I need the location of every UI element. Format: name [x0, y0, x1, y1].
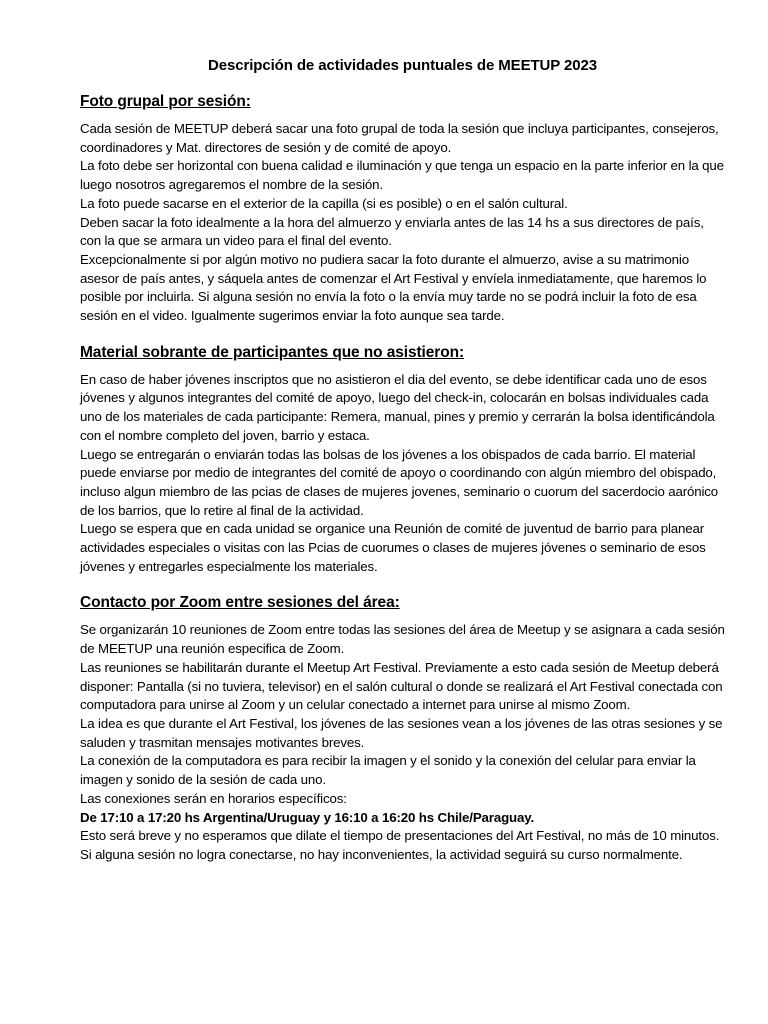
document-page	[80, 56, 725, 882]
paragraph: Esto será breve y no esperamos que dilate el tiempo de presentaciones del Art Festival, no más de 10 minutos. Si alguna sesión no logra conectarse, no hay inconvenientes, la actividad seguirá su curso normalmente.	[80, 828, 720, 862]
paragraph: Excepcionalmente si por algún motivo no pudiera sacar la foto durante el almuerzo, avise a su matrimonio asesor de país antes, y sáquela antes de comenzar el Art Festival y envíela inmediatamente, que haremos lo posible por incluirla. Si alguna sesión no envía la foto o la envía muy tarde no se podrá incluir la foto de esa sesión en el video. Igualmente sugerimos enviar la foto aunque sea tarde.	[80, 251, 707, 324]
paragraph: Se organizarán 10 reuniones de Zoom entre todas las sesiones del área de Meetup y se asignara a cada sesión de MEETUP una reunión especifica de Zoom.	[80, 622, 725, 657]
section-heading: Material sobrante de participantes que no asistieron:	[80, 343, 465, 361]
paragraph: La foto puede sacarse en el exterior de la capilla (si es posible) o en el salón cultural.	[80, 195, 568, 211]
document-title: Descripción de actividades puntuales de MEETUP 2023	[208, 57, 597, 74]
section-contacto-zoom	[80, 593, 725, 864]
paragraph: Las conexiones serán en horarios específicos:	[80, 790, 347, 806]
section-material-sobrante	[80, 343, 725, 577]
schedule-times: De 17:10 a 17:20 hs Argentina/Uruguay y 16:10 a 16:20 hs Chile/Paraguay.	[80, 809, 535, 825]
section-foto-grupal	[80, 92, 725, 326]
section-heading: Contacto por Zoom entre sesiones del área:	[80, 594, 400, 612]
section-heading: Foto grupal por sesión:	[80, 93, 251, 110]
paragraph: En caso de haber jóvenes inscriptos que no asistieron el dia del evento, se debe identificar cada uno de esos jóvenes y algunos integrantes del comité de apoyo, luego del check-in, colocarán en bolsas individuales cada uno de los materiales de cada participante: Remera, manual, pines y premio y cerrarán la bolsa identificándola con el nombre completo del joven, barrio y estaca.	[80, 371, 715, 443]
paragraph: La conexión de la computadora es para recibir la imagen y el sonido y la conexión del celular para enviar la imagen y sonido de la sesión de cada uno.	[80, 753, 696, 788]
paragraph: La idea es que durante el Art Festival, los jóvenes de las sesiones vean a los jóvenes de las otras sesiones y se saluden y trasmitan mensajes motivantes breves.	[80, 715, 723, 750]
paragraph: Las reuniones se habilitarán durante el Meetup Art Festival. Previamente a esto cada sesión de Meetup deberá disponer: Pantalla (si no tuviera, televisor) en el salón cultural o donde se realizará el Art Festival conectada con computadora para unirse al Zoom y un celular conectado a internet para unirse al mismo Zoom.	[80, 659, 723, 713]
paragraph: Deben sacar la foto idealmente a la hora del almuerzo y enviarla antes de las 14 hs a sus directores de país, con la que se armara un video para el final del evento.	[80, 214, 704, 249]
paragraph: La foto debe ser horizontal con buena calidad e iluminación y que tenga un espacio en la parte inferior en la que luego nosotros agregaremos el nombre de la sesión.	[80, 158, 724, 193]
paragraph: Luego se entregarán o enviarán todas las bolsas de los jóvenes a los obispados de cada barrio. El material puede enviarse por medio de integrantes del comité de apoyo o coordinando con algún miembro del obispado, incluso algun miembro de las pcias de clases de mujeres jovenes, seminario o cuorum del sacerdocio aarónico de los barrios, que lo retire al final de la actividad.	[80, 446, 719, 518]
paragraph: Luego se espera que en cada unidad se organice una Reunión de comité de juventud de barrio para planear actividades especiales o visitas con las Pcias de cuorumes o clases de mujeres jóvenes o seminario de esos jóvenes y entregarles especialmente los materiales.	[80, 521, 706, 574]
paragraph: Cada sesión de MEETUP deberá sacar una foto grupal de toda la sesión que incluya participantes, consejeros, coordinadores y Mat. directores de sesión y de comité de apoyo.	[80, 121, 719, 155]
